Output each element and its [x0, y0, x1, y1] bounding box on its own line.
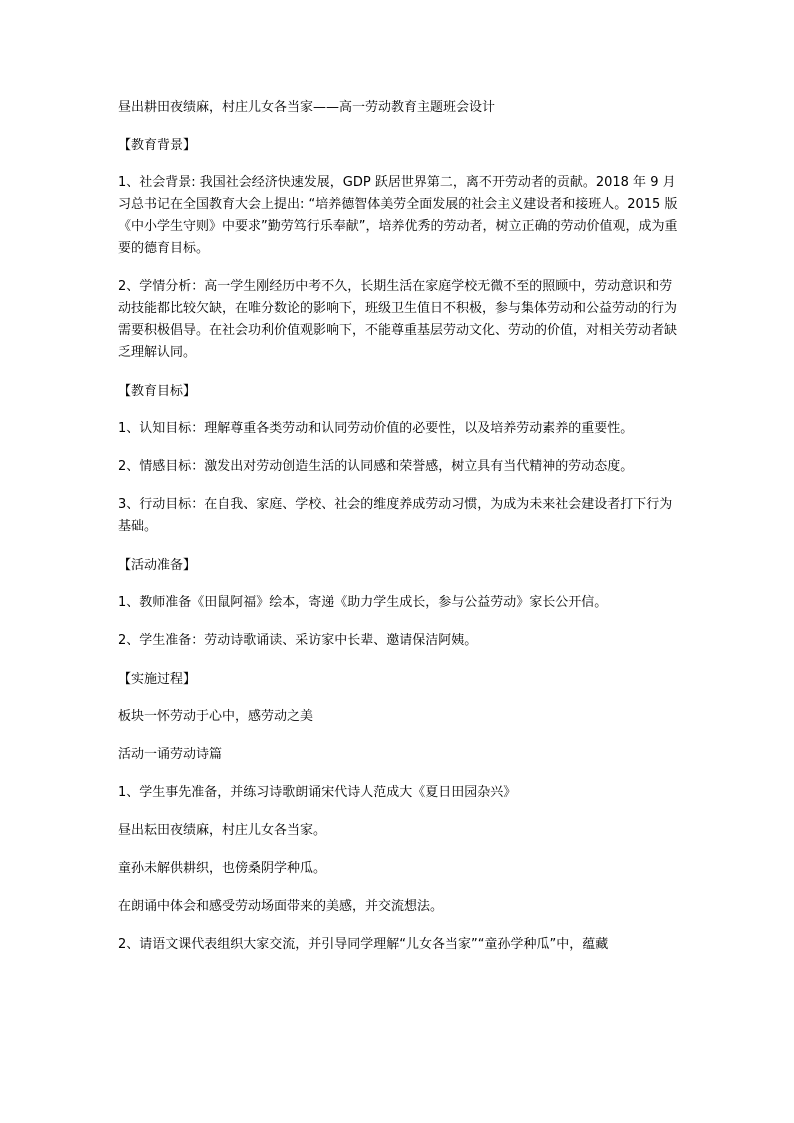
- paragraph-social-background: 1、社会背景: 我国社会经济快速发展，GDP 跃居世界第二，离不开劳动者的贡献。2018 年 9 月习总书记在全国教育大会上提出: “培养德智体美劳全面发展的社会主义建设者和接班人。2015 版《中小学生守则》中要求”勤劳笃行乐奉献”，培养优秀的劳动者，树立正确的劳动价值观，成为重要的德育目标。: [118, 175, 678, 256]
- section-heading-process: 【实施过程】: [118, 672, 197, 687]
- process-reflection: 在朗诵中体会和感受劳动场面带来的美感，并交流想法。: [118, 899, 444, 914]
- document-title: 昼出耕田夜绩麻，村庄儿女各当家——高一劳动教育主题班会设计: [118, 100, 496, 115]
- goal-cognitive: 1、认知目标：理解尊重各类劳动和认同劳动价值的必要性，以及培养劳动素养的重要性。: [118, 421, 634, 436]
- preparation-student: 2、学生准备：劳动诗歌诵读、采访家中长辈、邀请保洁阿姨。: [118, 633, 478, 648]
- poem-line-1: 昼出耘田夜绩麻，村庄儿女各当家。: [118, 823, 327, 838]
- goal-action: 3、行动目标：在自我、家庭、学校、社会的维度养成劳动习惯，为成为未来社会建设者打下行为基础。: [118, 497, 673, 534]
- section-heading-preparation: 【活动准备】: [118, 558, 197, 573]
- document-page: [118, 96, 678, 956]
- process-module-title: 板块一怀劳动于心中，感劳动之美: [118, 709, 314, 724]
- preparation-teacher: 1、教师准备《田鼠阿福》绘本，寄递《助力学生成长，参与公益劳动》家长公开信。: [118, 595, 608, 610]
- poem-line-2: 童孙未解供耕织，也傍桑阴学种瓜。: [118, 861, 327, 876]
- process-step-2: 2、请语文课代表组织大家交流，并引导同学理解“儿女各当家”“童孙学种瓜”中，蕴藏: [118, 937, 609, 952]
- process-step-1: 1、学生事先准备，并练习诗歌朗诵宋代诗人范成大《夏日田园杂兴》: [118, 785, 517, 800]
- section-heading-background: 【教育背景】: [118, 138, 197, 153]
- goal-emotional: 2、情感目标：激发出对劳动创造生活的认同感和荣誉感，树立具有当代精神的劳动态度。: [118, 459, 634, 474]
- section-heading-goals: 【教育目标】: [118, 384, 197, 399]
- paragraph-student-analysis: 2、学情分析：高一学生刚经历中考不久，长期生活在家庭学校无微不至的照顾中，劳动意识和劳动技能都比较欠缺，在唯分数论的影响下，班级卫生值日不积极，参与集体劳动和公益劳动的行为需要积极倡导。在社会功利价值观影响下，不能尊重基层劳动文化、劳动的价值，对相关劳动者缺乏理解认同。: [118, 279, 678, 360]
- process-activity-title: 活动一诵劳动诗篇: [118, 747, 223, 762]
